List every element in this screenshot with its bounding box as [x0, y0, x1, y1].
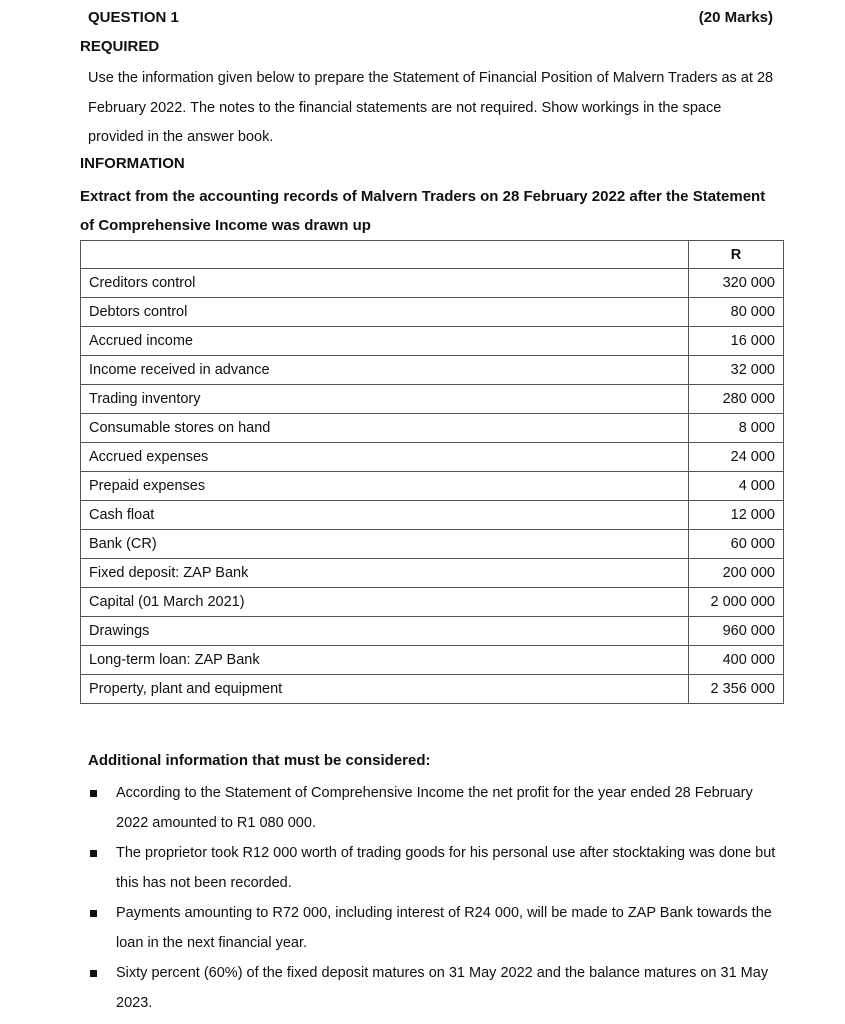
table-row: [81, 269, 784, 298]
list-item-text: Sixty percent (60%) of the fixed deposit matures on 31 May 2022 and the balance matures on 31 May 2023.: [116, 965, 769, 1011]
question-number: QUESTION 1: [88, 9, 179, 26]
account-amount: 4 000: [689, 472, 784, 501]
account-label: Income received in advance: [81, 356, 689, 385]
account-amount: 16 000: [689, 327, 784, 356]
currency-header: R: [689, 241, 784, 269]
table-row: [81, 559, 784, 588]
table-row: [81, 617, 784, 646]
information-heading: INFORMATION: [80, 155, 185, 172]
list-item-text: According to the Statement of Comprehensive Income the net profit for the year ended 28 February 2022 amounted to R1 080 000.: [116, 785, 753, 831]
table-header-row: [81, 241, 784, 269]
account-amount: 2 356 000: [689, 675, 784, 704]
list-item: [88, 898, 788, 958]
account-label: Capital (01 March 2021): [81, 588, 689, 617]
list-item-text: Payments amounting to R72 000, including interest of R24 000, will be made to ZAP Bank towards the loan in the next financial year.: [116, 905, 772, 951]
account-amount: 960 000: [689, 617, 784, 646]
account-amount: 24 000: [689, 443, 784, 472]
table-row: [81, 327, 784, 356]
label-header-cell: [81, 241, 689, 269]
square-bullet-icon: [90, 850, 97, 857]
table-row: [81, 298, 784, 327]
extract-title: Extract from the accounting records of Malvern Traders on 28 February 2022 after the Statement of Comprehensive Income was drawn up: [80, 188, 766, 234]
account-label: Creditors control: [81, 269, 689, 298]
account-amount: 400 000: [689, 646, 784, 675]
square-bullet-icon: [90, 910, 97, 917]
table-row: [81, 501, 784, 530]
account-amount: 80 000: [689, 298, 784, 327]
required-heading: REQUIRED: [80, 38, 160, 55]
account-label: Property, plant and equipment: [81, 675, 689, 704]
table-row: [81, 443, 784, 472]
account-label: Cash float: [81, 501, 689, 530]
account-label: Long-term loan: ZAP Bank: [81, 646, 689, 675]
square-bullet-icon: [90, 970, 97, 977]
account-amount: 200 000: [689, 559, 784, 588]
account-amount: 32 000: [689, 356, 784, 385]
account-label: Fixed deposit: ZAP Bank: [81, 559, 689, 588]
accounts-table: [80, 240, 784, 704]
table-row: [81, 530, 784, 559]
marks-label: (20 Marks): [698, 9, 773, 26]
account-amount: 320 000: [689, 269, 784, 298]
table-row: [81, 385, 784, 414]
table-row: [81, 588, 784, 617]
table-row: [81, 472, 784, 501]
account-amount: 2 000 000: [689, 588, 784, 617]
account-amount: 8 000: [689, 414, 784, 443]
list-item: [88, 838, 788, 898]
table-row: [81, 675, 784, 704]
square-bullet-icon: [90, 790, 97, 797]
table-row: [81, 646, 784, 675]
account-amount: 60 000: [689, 530, 784, 559]
account-label: Consumable stores on hand: [81, 414, 689, 443]
account-label: Accrued expenses: [81, 443, 689, 472]
account-amount: 280 000: [689, 385, 784, 414]
list-item: [88, 958, 788, 1018]
account-label: Debtors control: [81, 298, 689, 327]
account-label: Drawings: [81, 617, 689, 646]
table-row: [81, 356, 784, 385]
account-label: Bank (CR): [81, 530, 689, 559]
table-row: [81, 414, 784, 443]
account-label: Trading inventory: [81, 385, 689, 414]
additional-info-list: [88, 778, 788, 1018]
account-label: Prepaid expenses: [81, 472, 689, 501]
account-label: Accrued income: [81, 327, 689, 356]
required-instructions: Use the information given below to prepare the Statement of Financial Position of Malvern Traders as at 28 February 2022. The notes to the financial statements are not required. Show workings in the space provided in the answer book.: [88, 70, 774, 145]
list-item: [88, 778, 788, 838]
list-item-text: The proprietor took R12 000 worth of trading goods for his personal use after stocktaking was done but this has not been recorded.: [116, 845, 776, 891]
account-amount: 12 000: [689, 501, 784, 530]
additional-info-heading: Additional information that must be considered:: [88, 752, 431, 769]
